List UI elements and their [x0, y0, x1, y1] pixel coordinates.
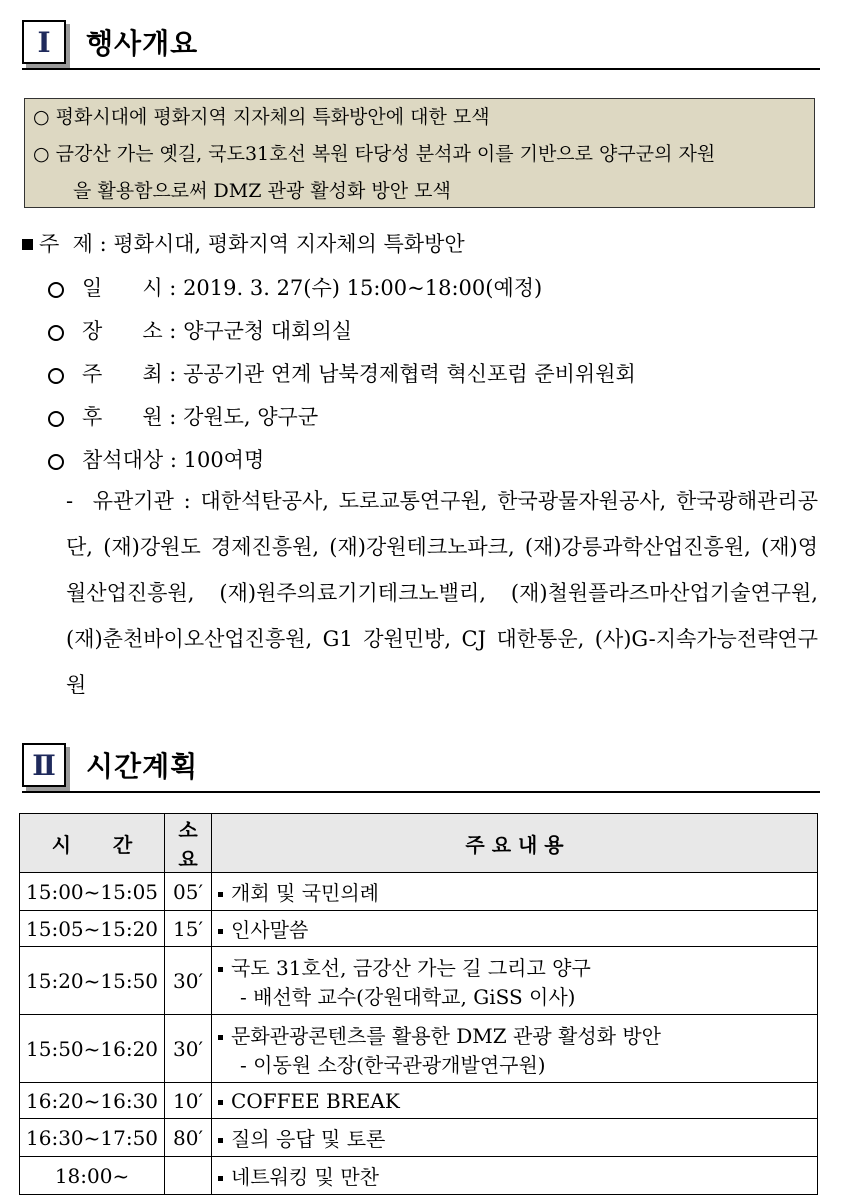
- table-row: [20, 1015, 818, 1083]
- circle-bullet-icon: [48, 368, 64, 384]
- table-row: [20, 1083, 818, 1119]
- circle-bullet-icon: [48, 325, 64, 341]
- detail-label: 참석대상: [82, 448, 164, 472]
- square-bullet-icon: [218, 929, 223, 934]
- square-bullet-icon: [218, 1176, 223, 1181]
- theme-value: 평화시대, 평화지역 지자체의 특화방안: [113, 232, 465, 256]
- schedule-table: [19, 813, 818, 1195]
- circle-bullet-icon: [48, 282, 64, 298]
- content-main: 문화관광콘텐츠를 활용한 DMZ 관광 활성화 방안: [231, 1023, 661, 1048]
- square-bullet-icon: [218, 1035, 223, 1040]
- table-row: [20, 873, 818, 911]
- summary-box: [24, 98, 815, 208]
- theme-label: 주 제: [39, 232, 93, 256]
- content-sub: - 배선학 교수(강원대학교, GiSS 이사): [240, 984, 576, 1009]
- detail-label: 주 최: [82, 362, 163, 386]
- time-cell: 15:50~16:20: [20, 1015, 165, 1083]
- detail-row-date: 일 시 : 2019. 3. 27(수) 15:00~18:00(예정): [48, 272, 542, 302]
- content-main: 개회 및 국민의례: [231, 881, 379, 905]
- detail-value: 강원도, 양구군: [183, 405, 319, 429]
- content-cell: [212, 1015, 818, 1083]
- section-2-numeral: Ⅱ: [22, 743, 66, 787]
- time-cell: 16:20~16:30: [20, 1083, 165, 1119]
- theme-row: 주 제 : 평화시대, 평화지역 지자체의 특화방안: [22, 228, 465, 258]
- table-row: [20, 911, 818, 947]
- duration-cell: [165, 1157, 212, 1195]
- detail-row-sponsor: 후 원 : 강원도, 양구군: [48, 401, 318, 431]
- content-main: 네트워킹 및 만찬: [231, 1165, 379, 1189]
- content-cell: [212, 947, 818, 1015]
- table-header-row: [20, 814, 818, 873]
- duration-cell: 30′: [165, 1015, 212, 1083]
- header-duration: 소요: [165, 814, 212, 873]
- section-2-header: [22, 743, 820, 793]
- time-cell: 18:00~: [20, 1157, 165, 1195]
- content-sub: - 이동원 소장(한국관광개발연구원): [240, 1052, 546, 1077]
- circle-bullet-icon: [48, 411, 64, 427]
- detail-row-attendees: 참석대상 : 100여명: [48, 444, 264, 474]
- detail-row-host: 주 최 : 공공기관 연계 남북경제협력 혁신포럼 준비위원회: [48, 358, 636, 388]
- square-bullet-icon: [218, 1100, 223, 1105]
- detail-value: 양구군청 대회의실: [183, 319, 353, 343]
- duration-cell: 10′: [165, 1083, 212, 1119]
- content-cell: [212, 873, 818, 911]
- related-orgs-paragraph: [66, 478, 818, 708]
- content-cell: [212, 1119, 818, 1157]
- content-main: 국도 31호선, 금강산 가는 길 그리고 양구: [231, 955, 591, 980]
- content-cell: [212, 1157, 818, 1195]
- circle-bullet-icon: [48, 454, 64, 470]
- detail-label: 후 원: [82, 405, 163, 429]
- time-cell: 15:00~15:05: [20, 873, 165, 911]
- detail-label: 장 소: [82, 319, 163, 343]
- duration-cell: 30′: [165, 947, 212, 1015]
- detail-value: 2019. 3. 27(수) 15:00~18:00(예정): [183, 276, 543, 300]
- summary-line-1: ○ 평화시대에 평화지역 지자체의 특화방안에 대한 모색: [33, 106, 490, 128]
- table-row: [20, 1157, 818, 1195]
- detail-value: 공공기관 연계 남북경제협력 혁신포럼 준비위원회: [183, 362, 636, 386]
- duration-cell: 80′: [165, 1119, 212, 1157]
- detail-value: 100여명: [183, 448, 265, 472]
- time-cell: 15:05~15:20: [20, 911, 165, 947]
- related-orgs-text: 대한석탄공사, 도로교통연구원, 한국광물자원공사, 한국광해관리공단, (재)강원도 경제진흥원, (재)강원테크노파크, (재)강릉과학산업진흥원, (재)영월산업진흥원, (재)원주의료기기테크노밸리, (재)철원플라즈마산업기술연구원, (재)춘천바이오산업진흥원, G1 강원민방, CJ 대한통운, (사)G-지속가능전략연구원: [66, 489, 818, 697]
- content-cell: [212, 911, 818, 947]
- section-2-title: 시간계획: [86, 750, 199, 783]
- detail-row-venue: 장 소 : 양구군청 대회의실: [48, 315, 352, 345]
- square-bullet-icon: [218, 892, 223, 897]
- header-content: 주 요 내 용: [212, 814, 818, 873]
- table-row: [20, 1119, 818, 1157]
- time-cell: 16:30~17:50: [20, 1119, 165, 1157]
- content-main: 인사말씀: [231, 918, 309, 942]
- content-main: 질의 응답 및 토론: [231, 1127, 386, 1151]
- content-main: COFFEE BREAK: [231, 1088, 400, 1113]
- detail-label: 일 시: [82, 276, 163, 300]
- square-bullet-icon: [22, 239, 33, 250]
- summary-line-2: ○ 금강산 가는 옛길, 국도31호선 복원 타당성 분석과 이를 기반으로 양구군의 자원: [33, 143, 716, 165]
- related-orgs-prefix: - 유관기관 :: [66, 489, 201, 513]
- table-row: [20, 947, 818, 1015]
- time-cell: 15:20~15:50: [20, 947, 165, 1015]
- section-1-header: [22, 20, 820, 70]
- duration-cell: 05′: [165, 873, 212, 911]
- summary-line-3: 을 활용함으로써 DMZ 관광 활성화 방안 모색: [73, 180, 451, 202]
- section-1-title: 행사개요: [86, 27, 199, 60]
- section-1-numeral: Ⅰ: [22, 20, 66, 64]
- content-cell: [212, 1083, 818, 1119]
- header-time: 시 간: [20, 814, 165, 873]
- square-bullet-icon: [218, 967, 223, 972]
- square-bullet-icon: [218, 1138, 223, 1143]
- duration-cell: 15′: [165, 911, 212, 947]
